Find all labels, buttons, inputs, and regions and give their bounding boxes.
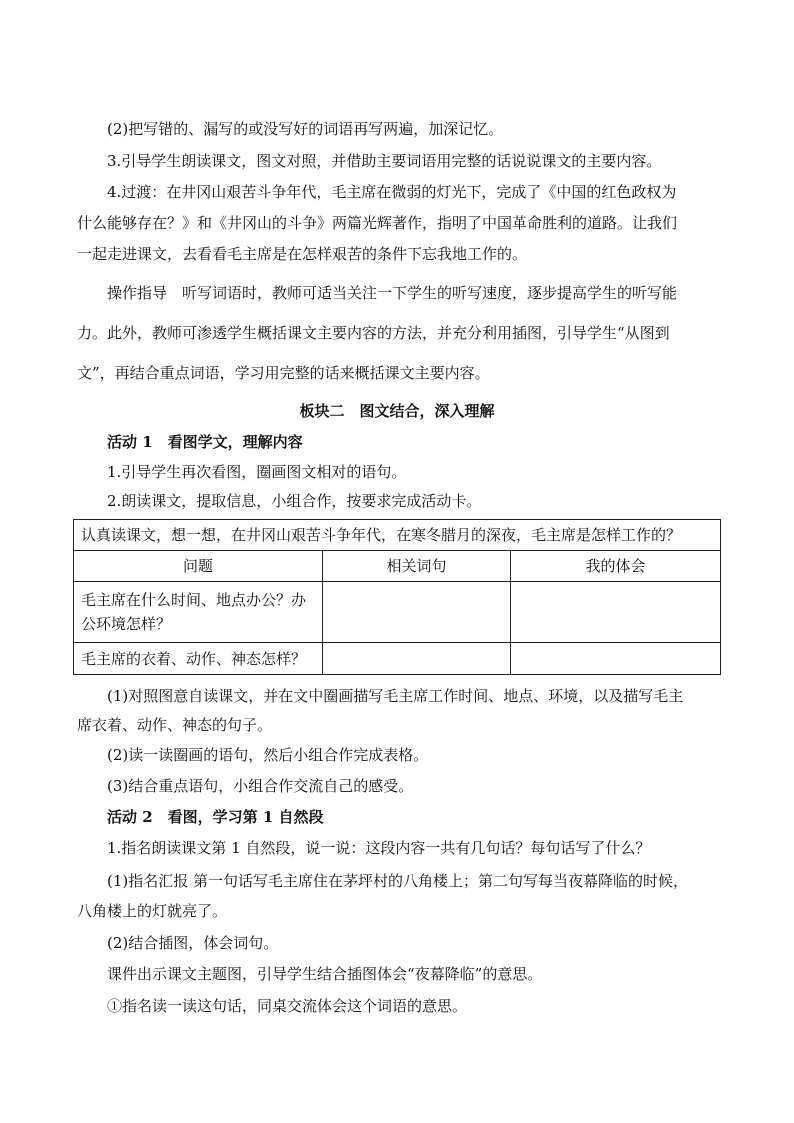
table-row: [74, 582, 721, 643]
paragraph-line: 2.朗读课文，提取信息，小组合作，按要求完成活动卡。: [107, 492, 482, 510]
paragraph-line: (2)把写错的、漏写的或没写好的词语再写两遍，加深记忆。: [107, 120, 504, 138]
paragraph-line: (2)读一读圈画的语句，然后小组合作完成表格。: [107, 746, 429, 764]
paragraph-line: (2)结合插图，体会词句。: [107, 934, 279, 952]
table-cell-question: 毛主席的衣着、动作、神态怎样？: [74, 643, 323, 675]
table-cell-words[interactable]: [323, 582, 511, 643]
table-row: [74, 643, 721, 675]
paragraph-line: (1)指名汇报 第一句话写毛主席住在茅坪村的八角楼上；第二句写每当夜幕降临的时候，: [107, 872, 689, 890]
table-prompt: 认真读课文，想一想，在井冈山艰苦斗争年代，在寒冬腊月的深夜，毛主席是怎样工作的？: [74, 520, 721, 551]
paragraph-line: 4.过渡：在井冈山艰苦斗争年代，毛主席在微弱的灯光下，完成了《中国的红色政权为: [107, 183, 677, 201]
activity-card-table: [73, 519, 721, 675]
paragraph-line: 一起走进课文，去看看毛主席是在怎样艰苦的条件下忘我地工作的。: [77, 245, 528, 263]
paragraph-line: 1.引导学生再次看图，圈画图文相对的语句。: [107, 463, 407, 481]
paragraph-line: (3)结合重点语句，小组合作交流自己的感受。: [107, 777, 414, 795]
paragraph-line: 席衣着、动作、神态的句子。: [77, 716, 273, 734]
paragraph-line: 操作指导 听写词语时，教师可适当关注一下学生的听写速度，逐步提高学生的听写能: [107, 284, 678, 302]
paragraph-line: 什么能够存在？》和《井冈山的斗争》两篇光辉著作，指明了中国革命胜利的道路。让我们: [77, 214, 678, 232]
paragraph-line: ①指名读一读这句话，同桌交流体会这个词语的意思。: [107, 997, 468, 1015]
paragraph-line: 课件出示课文主题图，引导学生结合插图体会“夜幕降临”的意思。: [107, 965, 543, 983]
paragraph-line: 3.引导学生朗读课文，图文对照，并借助主要词语用完整的话说说课文的主要内容。: [107, 152, 662, 170]
table-header: 问题: [74, 551, 323, 582]
paragraph-line: (1)对照图意自读课文，并在文中圈画描写毛主席工作时间、地点、环境，以及描写毛主: [107, 687, 684, 705]
paragraph-line: 力。此外，教师可渗透学生概括课文主要内容的方法，并充分利用插图，引导学生“从图到: [77, 324, 670, 342]
paragraph-line: 1.指名朗读课文第 1 自然段，说一说：这段内容一共有几句话？每句话写了什么？: [107, 839, 651, 857]
table-cell-feeling[interactable]: [511, 582, 721, 643]
activity-heading: 活动 1 看图学文，理解内容: [107, 433, 303, 451]
table-cell-feeling[interactable]: [511, 643, 721, 675]
table-header: 我的体会: [511, 551, 721, 582]
activity-heading: 活动 2 看图，学习第 1 自然段: [107, 808, 324, 826]
section-heading: 板块二 图文结合，深入理解: [299, 402, 495, 420]
table-header: 相关词句: [323, 551, 511, 582]
paragraph-line: 八角楼上的灯就亮了。: [77, 902, 228, 920]
paragraph-line: 文”，再结合重点词语，学习用完整的话来概括课文主要内容。: [77, 364, 490, 382]
table-cell-words[interactable]: [323, 643, 511, 675]
table-cell-question: 毛主席在什么时间、地点办公？办公环境怎样？: [74, 582, 323, 643]
